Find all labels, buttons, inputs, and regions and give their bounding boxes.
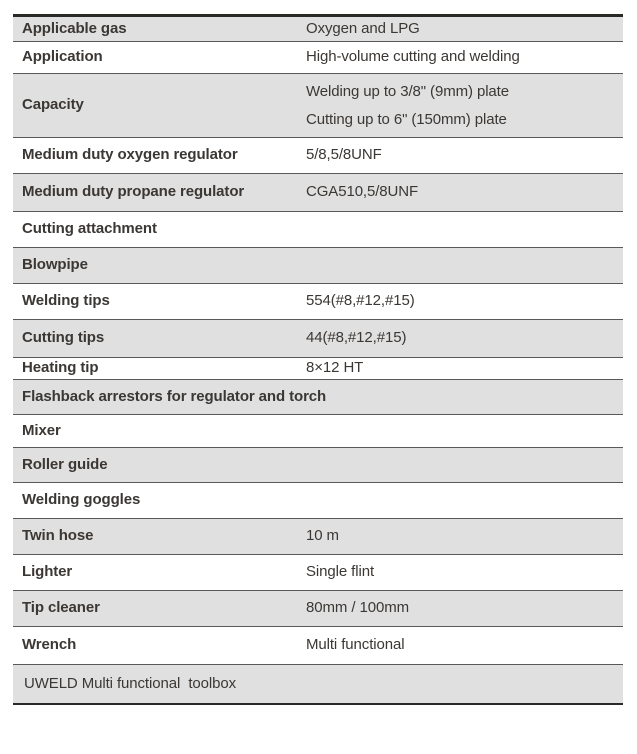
spec-value: High-volume cutting and welding (306, 48, 520, 66)
spec-value (306, 483, 623, 518)
spec-label: Capacity (22, 96, 84, 114)
table-row (13, 483, 623, 519)
table-row (13, 415, 623, 448)
table-row (13, 42, 623, 74)
spec-value (306, 74, 623, 137)
spec-value: 44(#8,#12,#15) (306, 329, 407, 347)
table-row (13, 380, 623, 415)
spec-label: Applicable gas (22, 19, 127, 37)
spec-table (13, 14, 623, 705)
spec-label: Cutting tips (22, 329, 105, 347)
table-row (13, 248, 623, 284)
table-row (13, 174, 623, 212)
spec-value-line: Cutting up to 6" (150mm) plate (306, 110, 507, 128)
table-row (13, 627, 623, 665)
spec-label: Medium duty propane regulator (22, 183, 245, 201)
spec-label: Blowpipe (22, 256, 88, 274)
spec-value: 5/8,5/8UNF (306, 146, 382, 164)
spec-label: Flashback arrestors for regulator and torch (22, 387, 327, 405)
table-row (13, 448, 623, 483)
table-row (13, 358, 623, 380)
spec-label: Cutting attachment (22, 220, 157, 238)
spec-value: 80mm / 100mm (306, 599, 409, 617)
table-row (13, 591, 623, 627)
spec-label: Roller guide (22, 455, 108, 473)
table-row (13, 17, 623, 42)
spec-value (306, 415, 623, 447)
spec-value-line: Welding up to 3/8" (9mm) plate (306, 82, 509, 100)
spec-label: UWELD Multi functional toolbox (24, 674, 236, 692)
spec-label: Medium duty oxygen regulator (22, 146, 238, 164)
table-row (13, 74, 623, 138)
table-row (13, 212, 623, 248)
table-row (13, 555, 623, 591)
spec-label: Application (22, 48, 103, 66)
table-row (13, 320, 623, 358)
spec-label: Wrench (22, 636, 77, 654)
spec-label: Tip cleaner (22, 599, 100, 617)
spec-value: 8×12 HT (306, 359, 364, 377)
spec-value: Single flint (306, 563, 375, 581)
spec-label: Mixer (22, 421, 61, 439)
spec-value (306, 448, 623, 482)
spec-value: Oxygen and LPG (306, 19, 420, 37)
spec-value: Multi functional (306, 636, 405, 654)
spec-value (306, 212, 623, 247)
table-row (13, 284, 623, 320)
spec-label: Heating tip (22, 359, 99, 377)
table-row (13, 138, 623, 174)
spec-value: 554(#8,#12,#15) (306, 292, 415, 310)
spec-label: Twin hose (22, 527, 94, 545)
spec-value: CGA510,5/8UNF (306, 183, 419, 201)
spec-value (306, 248, 623, 283)
table-row (13, 519, 623, 555)
spec-value: 10 m (306, 527, 339, 545)
spec-label: Welding goggles (22, 491, 141, 509)
spec-label: Welding tips (22, 292, 110, 310)
table-row (13, 665, 623, 703)
spec-label: Lighter (22, 563, 73, 581)
